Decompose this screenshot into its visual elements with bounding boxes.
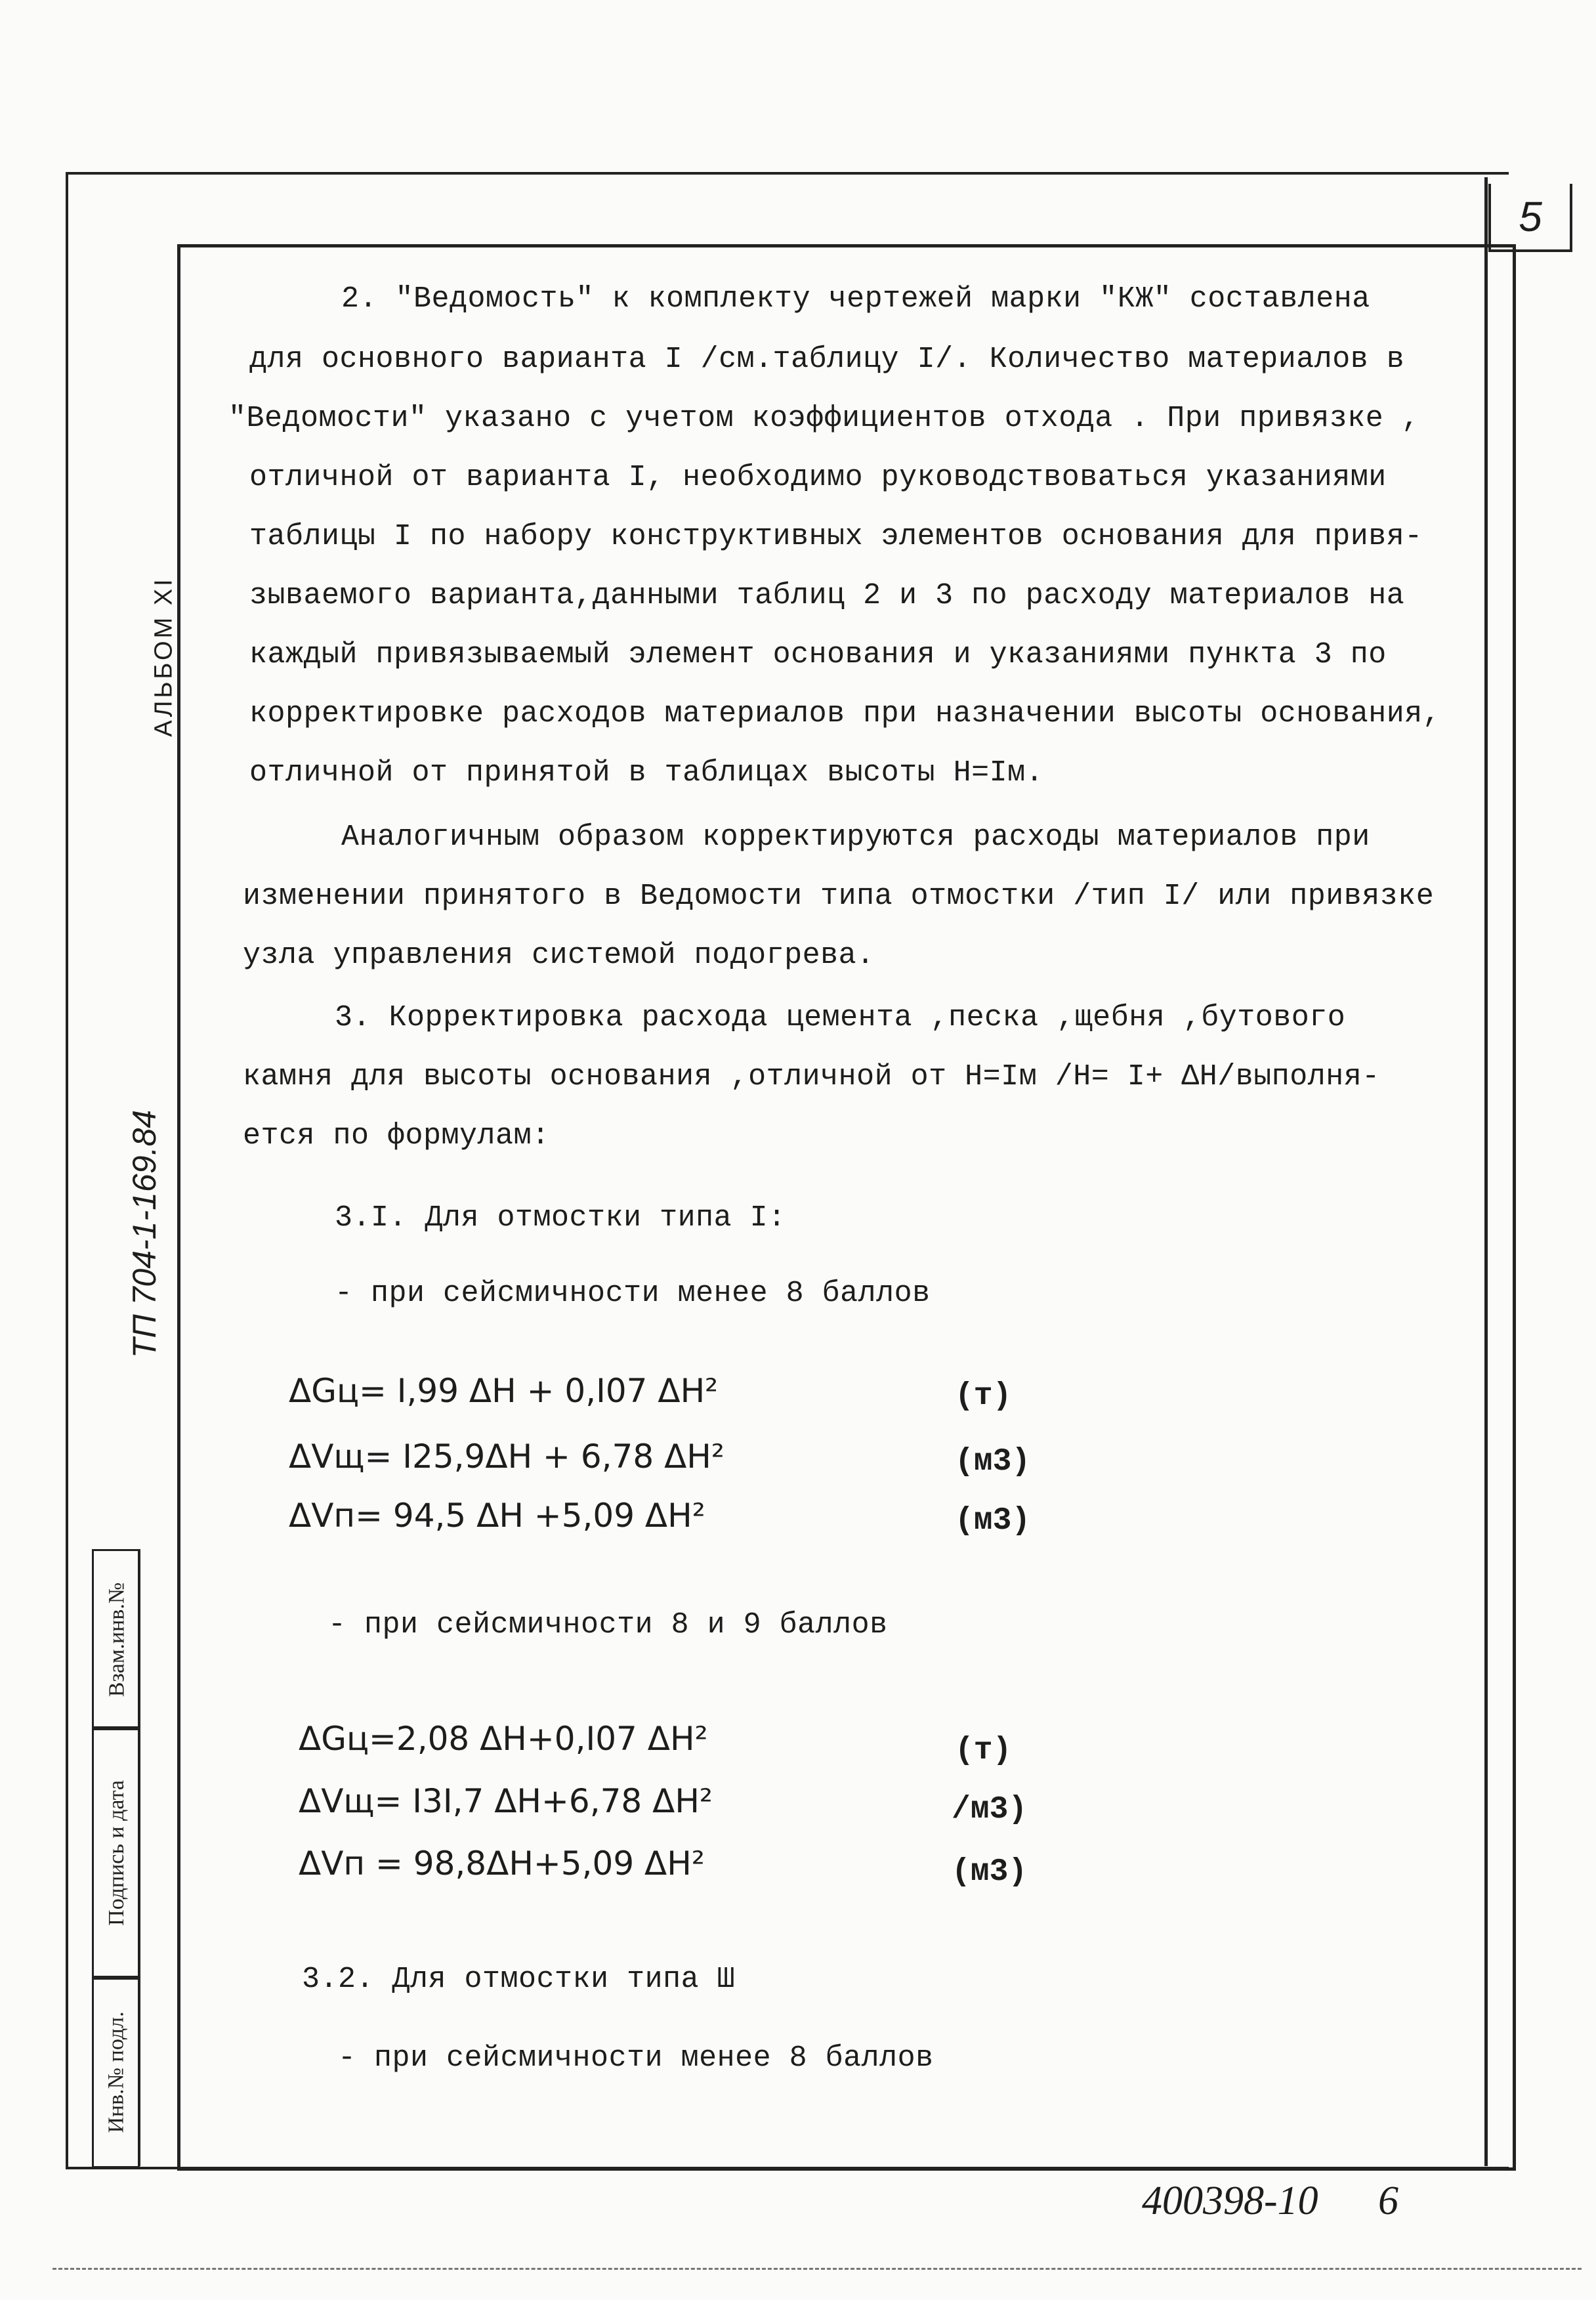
formula-unit: (т) xyxy=(955,1733,1012,1768)
text-line: ется по формулам: xyxy=(243,1119,550,1153)
formula: ΔVп = 98,8ΔН+5,09 ΔН² xyxy=(299,1844,705,1883)
formula: ΔGц= I,99 ΔН + 0,I07 ΔН² xyxy=(289,1372,719,1410)
formula: ΔVщ= I3I,7 ΔН+6,78 ΔН² xyxy=(299,1782,713,1820)
text-line: отличной от варианта I, необходимо руководствоваться указаниями xyxy=(249,461,1387,494)
text-line: каждый привязываемый элемент основания и указаниями пункта 3 по xyxy=(249,638,1387,671)
series-label: ТП 704-1-169.84 xyxy=(126,1109,163,1359)
formula: ΔVщ= I25,9ΔН + 6,78 ΔН² xyxy=(289,1438,724,1476)
condition-line: - при сейсмичности 8 и 9 баллов xyxy=(328,1608,888,1642)
page-number: 5 xyxy=(1519,193,1542,240)
text-line: "Ведомости" указано с учетом коэффициентов отхода . При привязке , xyxy=(228,402,1420,435)
section-heading: 3.2. Для отмостки типа Ш xyxy=(302,1963,736,1996)
condition-line: - при сейсмичности менее 8 баллов xyxy=(338,2041,934,2075)
bottom-dashed-line xyxy=(52,2268,1582,2270)
page-number-box xyxy=(1488,184,1572,252)
text-line: узла управления системой подогрева. xyxy=(243,939,875,972)
text-line: 2. "Ведомость" к комплекту чертежей марки "КЖ" составлена xyxy=(341,282,1370,316)
condition-line: - при сейсмичности менее 8 баллов xyxy=(335,1277,931,1310)
formula: ΔGц=2,08 ΔН+0,I07 ΔН² xyxy=(299,1720,708,1758)
text-line: для основного варианта I /см.таблицу I/. Количество материалов в xyxy=(249,343,1405,376)
stamp-cell-replace: Взам.инв.№ xyxy=(92,1549,140,1730)
text-line: Аналогичным образом корректируются расходы материалов при xyxy=(341,820,1370,854)
formula-unit: /м3) xyxy=(952,1792,1028,1827)
section-heading: 3.I. Для отмостки типа I: xyxy=(335,1201,786,1235)
stamp-cell-inventory: Инв.№ подл. xyxy=(92,1976,140,2168)
formula-unit: (т) xyxy=(955,1378,1012,1414)
text-line: 3. Корректировка расхода цемента ,песка ,щебня ,бутового xyxy=(335,1001,1346,1034)
text-line: отличной от принятой в таблицах высоты Н=Iм. xyxy=(249,756,1044,790)
text-line: изменении принятого в Ведомости типа отмостки /тип I/ или привязке xyxy=(243,880,1435,913)
text-line: зываемого варианта,данными таблиц 2 и 3 по расходу материалов на xyxy=(249,579,1405,612)
stamp-cell-signature: Подпись и дата xyxy=(92,1726,140,1980)
formula: ΔVп= 94,5 ΔН +5,09 ΔН² xyxy=(289,1497,705,1535)
text-line: таблицы I по набору конструктивных элементов основания для привя- xyxy=(249,520,1423,553)
formula-unit: (м3) xyxy=(955,1503,1031,1539)
text-line: камня для высоты основания ,отличной от Н=Iм /Н= I+ ΔН/выполня- xyxy=(243,1060,1380,1094)
formula-unit: (м3) xyxy=(952,1854,1028,1890)
stamp-column xyxy=(92,1549,177,2166)
stamp-rule xyxy=(138,1549,140,2166)
album-label: АЛЬБОМ XI xyxy=(150,576,178,737)
formula-unit: (м3) xyxy=(955,1444,1031,1480)
document-code: 400398-10 xyxy=(1142,2179,1318,2223)
text-line: корректировке расходов материалов при назначении высоты основания, xyxy=(249,697,1441,731)
sheet-number: 6 xyxy=(1378,2179,1398,2223)
